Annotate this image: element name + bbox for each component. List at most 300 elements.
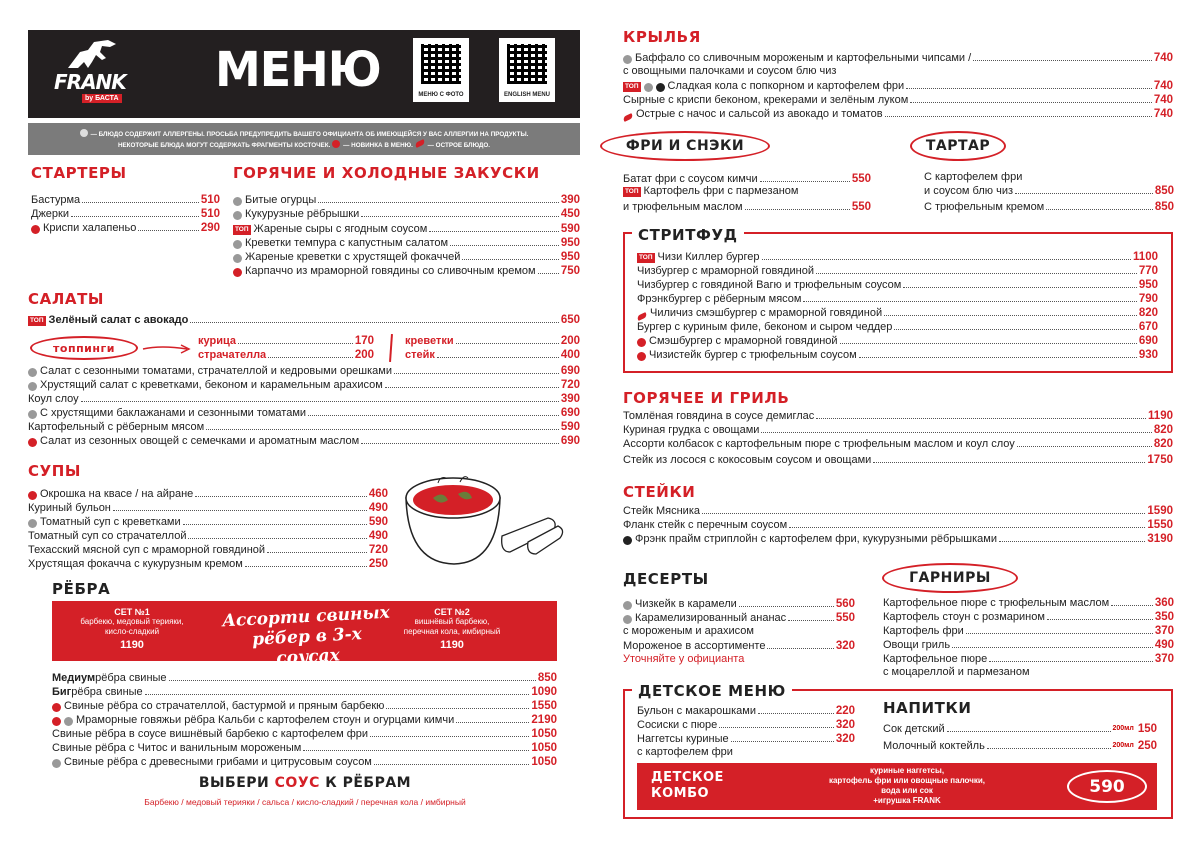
item-name: Чизи Киллер бургер — [657, 251, 760, 263]
allergen-icon — [233, 240, 242, 249]
allergen-icon — [233, 197, 242, 206]
set-2-title: СЕТ №2 — [434, 607, 470, 617]
item-name: Бульон с макарошками — [637, 705, 756, 717]
item-price: 770 — [1138, 265, 1158, 277]
menu-item[interactable] — [233, 263, 580, 277]
item-name: Картофельный с рёберным мясом — [28, 421, 205, 433]
item-name: и соусом блю чиз — [924, 185, 1014, 197]
item-name: Томатный суп с креветками — [40, 516, 181, 528]
item-name: Свиные рёбра с древесными грибами и цитрусовым соусом — [64, 756, 372, 768]
set-1-price: 1190 — [120, 639, 144, 651]
item-price: 560 — [835, 598, 855, 610]
menu-item[interactable] — [623, 92, 1173, 106]
topping-name: стейк — [405, 349, 435, 361]
item-price: 850 — [1154, 185, 1174, 197]
menu-item[interactable] — [52, 698, 557, 712]
item-price: 450 — [560, 208, 580, 220]
item-price: 320 — [835, 733, 855, 745]
topping-item[interactable] — [198, 333, 374, 347]
legend-line-2 — [28, 140, 580, 151]
menu-item[interactable] — [883, 721, 1157, 735]
menu-item[interactable] — [31, 206, 220, 220]
item-price: 390 — [560, 194, 580, 206]
desserts-note: Уточняйте у официанта — [623, 653, 745, 665]
brand-sub: by БАСТА — [82, 94, 122, 103]
allergen-icon — [28, 368, 37, 377]
item-price: 670 — [1138, 321, 1158, 333]
allergen-icon — [64, 717, 73, 726]
item-price: 220 — [835, 705, 855, 717]
kids-title: ДЕТСКОЕ МЕНЮ — [632, 682, 792, 700]
menu-item[interactable] — [883, 595, 1174, 609]
menu-item[interactable] — [637, 333, 1158, 347]
item-name: Томлёная говядина в соусе демиглас — [623, 410, 815, 422]
item-name: Окрошка на квасе / на айране — [40, 488, 194, 500]
legend-line-1 — [28, 129, 580, 140]
item-price: 490 — [1154, 639, 1174, 651]
item-name: Острые с начос и сальсой из авокадо и томатов — [636, 108, 883, 120]
item-price: 150 — [1137, 723, 1157, 735]
item-volume: 200мл — [1112, 742, 1134, 749]
combo-desc-1: куриные наггетсы, — [869, 766, 945, 775]
menu-item[interactable] — [28, 377, 580, 391]
menu-item[interactable] — [233, 206, 580, 220]
item-name: Фрэнкбургер с рёберным мясом — [637, 293, 802, 305]
menu-item[interactable] — [637, 291, 1158, 305]
item-name: Зелёный салат с авокадо — [48, 314, 189, 326]
item-name: Бастурма — [31, 194, 81, 206]
item-price: 1550 — [1147, 519, 1173, 531]
new-item-icon — [233, 268, 242, 277]
topping-name: курица — [198, 335, 236, 347]
combo-title — [651, 770, 724, 802]
page-title: МЕНЮ — [215, 40, 381, 98]
item-price: 250 — [368, 558, 388, 570]
item-name-line-1[interactable] — [623, 185, 798, 197]
item-name: Джерки — [31, 208, 70, 220]
combo-desc-3: вода или сок — [881, 786, 933, 795]
item-name: Мороженое в ассортименте — [623, 640, 766, 652]
chili-icon — [414, 139, 425, 148]
item-size: Медиум — [52, 672, 96, 684]
item-price: 850 — [1154, 201, 1174, 213]
menu-item[interactable] — [623, 452, 1173, 466]
item-price: 1100 — [1133, 251, 1158, 263]
fries-title: ФРИ И СНЭКИ — [600, 131, 770, 161]
kids-combo-banner[interactable] — [637, 763, 1157, 810]
item-name: Чиличиз смэшбургер с мраморной говядиной — [650, 307, 883, 319]
dinosaur-icon — [58, 38, 128, 72]
starters-title: СТАРТЕРЫ — [31, 164, 127, 182]
item-name: Сосиски с пюре — [637, 719, 718, 731]
item-price: 320 — [835, 719, 855, 731]
item-name: Свиные рёбра со страчателлой, бастурмой и пряным барбекю — [64, 700, 385, 712]
item-name: Чизистейк бургер с трюфельным соусом — [649, 349, 857, 361]
combo-desc-4: +игрушка FRANK — [873, 796, 941, 805]
item-price: 320 — [835, 640, 855, 652]
item-name: Бургер с куриным филе, беконом и сыром чеддер — [637, 321, 893, 333]
menu-item[interactable] — [637, 347, 1158, 361]
sauce-list: Барбекю / медовый терияки / сальса / кисло-сладкий / перечная кола / имбирный — [144, 797, 466, 807]
legend-spicy-text: — ОСТРОЕ БЛЮДО. — [427, 142, 491, 149]
menu-item[interactable] — [28, 542, 388, 556]
item-name: Хрустящий салат с креветками, беконом и карамельным арахисом — [40, 379, 383, 391]
item-price: 370 — [1154, 653, 1174, 665]
item-price: 950 — [560, 251, 580, 263]
allergen-icon — [28, 519, 37, 528]
item-price: 950 — [1138, 279, 1158, 291]
item-price: 490 — [368, 502, 388, 514]
item-price: 820 — [1153, 438, 1173, 450]
menu-item[interactable] — [52, 712, 557, 726]
item-name: Овощи гриль — [883, 639, 951, 651]
ribs-banner-line-2: рёбер в 3-х соусах — [251, 624, 363, 669]
new-item-icon — [31, 225, 40, 234]
menu-item[interactable] — [28, 405, 580, 419]
legend-new-text: — НОВИНКА В МЕНЮ. — [343, 142, 413, 149]
topping-item[interactable] — [405, 347, 580, 361]
combo-title-2: КОМБО — [651, 786, 710, 801]
topping-price: 170 — [354, 335, 374, 347]
soup-bowl-illustration — [398, 468, 568, 573]
item-name: Карамелизированный ананас — [635, 612, 787, 624]
item-price: 790 — [1138, 293, 1158, 305]
grill-title: ГОРЯЧЕЕ И ГРИЛЬ — [623, 389, 790, 407]
item-name: Мраморные говяжьи рёбра Кальби с картофелем стоун и огурцами кимчи — [76, 714, 455, 726]
item-price: 690 — [1138, 335, 1158, 347]
steaks-title: СТЕЙКИ — [623, 483, 696, 501]
menu-item[interactable] — [637, 249, 1158, 263]
item-name: Коул слоу — [28, 393, 79, 405]
menu-item[interactable] — [233, 192, 580, 206]
menu-item[interactable] — [623, 199, 871, 213]
sauce-title-b: СОУС — [274, 775, 320, 791]
menu-item[interactable] — [52, 754, 557, 768]
combo-desc-2: картофель фри или овощные палочки, — [828, 776, 986, 785]
menu-item[interactable] — [623, 517, 1173, 531]
item-price: 850 — [537, 672, 557, 684]
ribs-banner-line-1: Ассорти свиных — [221, 602, 391, 632]
soups-title: СУПЫ — [28, 462, 82, 480]
legend-bones-text: НЕКОТОРЫЕ БЛЮДА МОГУТ СОДЕРЖАТЬ ФРАГМЕНТЫ КОСТОЧЕК. — [117, 142, 331, 149]
item-name: Ассорти колбасок с картофельным пюре с трюфельным маслом и коул слоу — [623, 438, 1015, 450]
topping-name: креветки — [405, 335, 454, 347]
menu-item[interactable] — [52, 670, 557, 684]
item-name: Салат из сезонных овощей с семечками и ароматным маслом — [40, 435, 360, 447]
item-name-continued: с моцареллой и пармезаном — [883, 666, 1030, 678]
item-price: 460 — [368, 488, 388, 500]
item-name: Чизкейк в карамели — [635, 598, 737, 610]
allergen-icon — [52, 759, 61, 768]
menu-item[interactable] — [637, 277, 1158, 291]
item-name: Наггетсы куриные — [637, 733, 729, 745]
item-price: 950 — [560, 237, 580, 249]
menu-item[interactable] — [28, 312, 580, 326]
menu-item[interactable] — [623, 610, 855, 624]
menu-item[interactable] — [28, 486, 388, 500]
menu-item[interactable] — [924, 199, 1174, 213]
sauce-title-a: ВЫБЕРИ — [198, 775, 270, 791]
new-item-icon — [637, 338, 646, 347]
item-price: 750 — [560, 265, 580, 277]
item-name: и трюфельным маслом — [623, 201, 743, 213]
item-price: 1050 — [531, 742, 557, 754]
item-price: 1750 — [1147, 454, 1173, 466]
item-price: 590 — [368, 516, 388, 528]
brand-logo — [52, 38, 132, 108]
item-name: Фрэнк прайм стриплойн с картофелем фри, кукурузными рёбрышками — [635, 533, 997, 545]
salads-title: САЛАТЫ — [28, 290, 105, 308]
item-price: 490 — [368, 530, 388, 542]
toppings-label: топпинги — [30, 336, 138, 360]
qr-code-icon — [507, 44, 547, 84]
top-badge: ТОП — [625, 188, 639, 195]
menu-item[interactable] — [28, 514, 388, 528]
topping-price: 200 — [560, 335, 580, 347]
menu-item[interactable] — [637, 731, 855, 745]
menu-item[interactable] — [28, 528, 388, 542]
item-price: 690 — [560, 365, 580, 377]
menu-item[interactable] — [623, 596, 855, 610]
item-name: Сок детский — [883, 723, 945, 735]
item-price: 360 — [1154, 597, 1174, 609]
item-price: 1550 — [531, 700, 557, 712]
item-price: 740 — [1153, 108, 1173, 120]
menu-item[interactable] — [233, 249, 580, 263]
sauce-title — [0, 775, 610, 791]
item-price: 1090 — [531, 686, 557, 698]
topping-item[interactable] — [405, 333, 580, 347]
item-name: Жареные креветки с хрустящей фокаччей — [245, 251, 461, 263]
item-name: Баффало со сливочным мороженым и картофельными чипсами / — [635, 52, 972, 64]
garnish-title: ГАРНИРЫ — [882, 563, 1018, 593]
item-size: Биг — [52, 686, 72, 698]
menu-item[interactable] — [623, 106, 1173, 120]
new-item-icon — [52, 717, 61, 726]
item-price: 510 — [200, 208, 220, 220]
legend-allergen-text: — БЛЮДО СОДЕРЖИТ АЛЛЕРГЕНЫ. ПРОСЬБА ПРЕДУПРЕДИТЬ ВАШЕГО ОФИЦИАНТА ОБ ИМЕЮЩЕЙСЯ У ВАС АЛЛЕРГИИ НА ПРОДУКТЫ. — [90, 131, 529, 138]
tartar-title: ТАРТАР — [910, 131, 1006, 161]
item-name: Карпаччо из мраморной говядины со сливочным кремом — [245, 265, 536, 277]
menu-item[interactable] — [28, 500, 388, 514]
set-1[interactable] — [52, 607, 212, 650]
set-2[interactable] — [372, 607, 532, 650]
item-price: 370 — [1154, 625, 1174, 637]
item-name: рёбра свиные — [95, 672, 167, 684]
menu-item[interactable] — [637, 717, 855, 731]
allergen-icon — [623, 55, 632, 64]
item-name: Чизбургер с говядиной Вагю и трюфельным соусом — [637, 279, 902, 291]
item-name: Криспи халапеньо — [43, 222, 137, 234]
brand-name: FRANK — [54, 70, 126, 94]
item-name: Молочный коктейль — [883, 740, 985, 752]
menu-item[interactable] — [623, 436, 1173, 450]
bone-icon — [656, 83, 665, 92]
item-name: Батат фри с соусом кимчи — [623, 173, 758, 185]
set-1-desc-1: барбекю, медовый терияки, — [80, 617, 184, 626]
top-badge: ТОП — [30, 317, 44, 324]
new-item-icon — [28, 491, 37, 500]
ribs-banner-text — [221, 603, 394, 672]
topping-price: 200 — [354, 349, 374, 361]
new-item-icon — [637, 352, 646, 361]
item-name: Кукурузные рёбрышки — [245, 208, 360, 220]
menu-item[interactable] — [52, 684, 557, 698]
item-price: 550 — [835, 612, 855, 624]
item-price: 690 — [560, 407, 580, 419]
allergen-icon — [623, 601, 632, 610]
menu-item[interactable] — [623, 408, 1173, 422]
menu-item[interactable] — [637, 263, 1158, 277]
chili-icon — [622, 113, 633, 122]
item-name: Стейк Мясника — [623, 505, 700, 517]
menu-item[interactable] — [623, 503, 1173, 517]
allergen-icon — [623, 615, 632, 624]
item-name: Салат с сезонными томатами, страчателлой и кедровыми орешками — [40, 365, 393, 377]
menu-item[interactable] — [52, 726, 557, 740]
item-name: Смэшбургер с мраморной говядиной — [649, 335, 838, 347]
menu-item[interactable] — [28, 363, 580, 377]
item-name: С хрустящими баклажанами и сезонными томатами — [40, 407, 307, 419]
menu-item[interactable] — [883, 637, 1174, 651]
streetfood-title: СТРИТФУД — [632, 226, 744, 244]
allergen-icon — [28, 382, 37, 391]
item-name: Картофель фри — [883, 625, 964, 637]
drinks-title: НАПИТКИ — [883, 699, 972, 717]
menu-item[interactable] — [637, 319, 1158, 333]
item-price: 550 — [851, 201, 871, 213]
set-1-title: СЕТ №1 — [114, 607, 150, 617]
item-name: Битые огурцы — [245, 194, 317, 206]
item-name-continued: с овощными палочками и соусом блю чиз — [623, 65, 837, 77]
legend-bar — [28, 123, 580, 155]
item-name: Свиные рёбра с Читос и ванильным мороженым — [52, 742, 302, 754]
item-volume: 200мл — [1112, 725, 1134, 732]
menu-item[interactable] — [623, 638, 855, 652]
new-item-icon — [52, 703, 61, 712]
topping-name: страчателла — [198, 349, 267, 361]
new-item-icon — [332, 140, 340, 148]
item-price: 820 — [1138, 307, 1158, 319]
menu-item[interactable] — [637, 703, 855, 717]
qr-english-label: ENGLISH MENU — [503, 92, 550, 98]
combo-title-1: ДЕТСКОЕ — [651, 770, 724, 785]
menu-item[interactable] — [883, 651, 1174, 665]
qr-photo-menu[interactable] — [413, 38, 469, 102]
item-name: Техасский мясной суп с мраморной говядиной — [28, 544, 266, 556]
item-price: 1050 — [531, 756, 557, 768]
menu-item[interactable] — [28, 433, 580, 447]
allergen-icon — [644, 83, 653, 92]
set-1-desc-2: кисло-сладкий — [104, 627, 160, 636]
qr-english-menu[interactable] — [499, 38, 555, 102]
menu-item[interactable] — [623, 531, 1173, 545]
menu-item[interactable] — [52, 740, 557, 754]
item-name: Картофельное пюре — [883, 653, 988, 665]
item-name: Картофель фри с пармезаном — [643, 185, 799, 197]
menu-item[interactable] — [233, 221, 580, 235]
topping-price: 400 — [560, 349, 580, 361]
allergen-icon — [80, 129, 88, 137]
item-name: Куриная грудка с овощами — [623, 424, 760, 436]
qr-code-icon — [421, 44, 461, 84]
appetizers-title: ГОРЯЧИЕ И ХОЛОДНЫЕ ЗАКУСКИ — [233, 164, 540, 182]
menu-item[interactable] — [883, 738, 1157, 752]
item-price: 650 — [560, 314, 580, 326]
item-name: Хрустящая фокачча с кукурузным кремом — [28, 558, 243, 570]
item-price: 740 — [1153, 52, 1173, 64]
menu-item[interactable] — [924, 183, 1174, 197]
item-name: Фланк стейк с перечным соусом — [623, 519, 788, 531]
item-price: 1190 — [1148, 410, 1173, 422]
allergen-icon — [28, 410, 37, 419]
set-2-desc-1: вишнёвый барбекю, — [414, 617, 490, 626]
menu-item[interactable] — [883, 609, 1174, 623]
combo-price: 590 — [1067, 770, 1147, 803]
item-price: 690 — [560, 435, 580, 447]
menu-item[interactable] — [623, 171, 871, 185]
qr-photo-label: МЕНЮ С ФОТО — [418, 92, 464, 98]
arrow-icon — [141, 343, 193, 355]
item-name: Томатный суп со страчателлой — [28, 530, 187, 542]
item-name: С трюфельным кремом — [924, 201, 1045, 213]
menu-item[interactable] — [31, 220, 220, 234]
item-name: Стейк из лосося с кокосовым соусом и овощами — [623, 454, 872, 466]
topping-divider — [389, 334, 393, 362]
menu-item[interactable] — [233, 235, 580, 249]
item-price: 590 — [560, 421, 580, 433]
item-price: 720 — [560, 379, 580, 391]
item-name: Картофель стоун с розмарином — [883, 611, 1045, 623]
menu-item[interactable] — [623, 78, 1173, 92]
item-name-line-1: С картофелем фри — [924, 171, 1023, 183]
item-name: Жареные сыры с ягодным соусом — [253, 223, 428, 235]
item-price: 550 — [851, 173, 871, 185]
item-price: 1590 — [1147, 505, 1173, 517]
item-name-continued: с картофелем фри — [637, 746, 733, 758]
wings-title: КРЫЛЬЯ — [623, 28, 701, 46]
menu-item[interactable] — [28, 419, 580, 433]
menu-item[interactable] — [28, 391, 580, 405]
item-price: 720 — [368, 544, 388, 556]
combo-desc — [787, 766, 1027, 806]
item-price: 3190 — [1147, 533, 1173, 545]
menu-item[interactable] — [623, 422, 1173, 436]
item-name: Картофельное пюре с трюфельным маслом — [883, 597, 1110, 609]
item-name-continued: с мороженым и арахисом — [623, 625, 754, 637]
item-price: 1050 — [531, 728, 557, 740]
ribs-title: РЁБРА — [52, 580, 111, 598]
bone-icon — [623, 536, 632, 545]
menu-item[interactable] — [623, 50, 1173, 64]
allergen-icon — [233, 254, 242, 263]
topping-item[interactable] — [198, 347, 374, 361]
item-price: 250 — [1137, 740, 1157, 752]
top-badge: ТОП — [625, 83, 639, 90]
item-price: 590 — [560, 223, 580, 235]
top-badge: ТОП — [235, 226, 249, 233]
menu-item[interactable] — [637, 305, 1158, 319]
ribs-sets-banner — [52, 601, 557, 669]
item-name: Креветки темпура с капустным салатом — [245, 237, 449, 249]
set-2-price: 1190 — [440, 639, 464, 651]
menu-item[interactable] — [28, 556, 388, 570]
menu-item[interactable] — [31, 192, 220, 206]
item-price: 740 — [1153, 80, 1173, 92]
menu-item[interactable] — [883, 623, 1174, 637]
allergen-icon — [233, 211, 242, 220]
item-price: 740 — [1153, 94, 1173, 106]
